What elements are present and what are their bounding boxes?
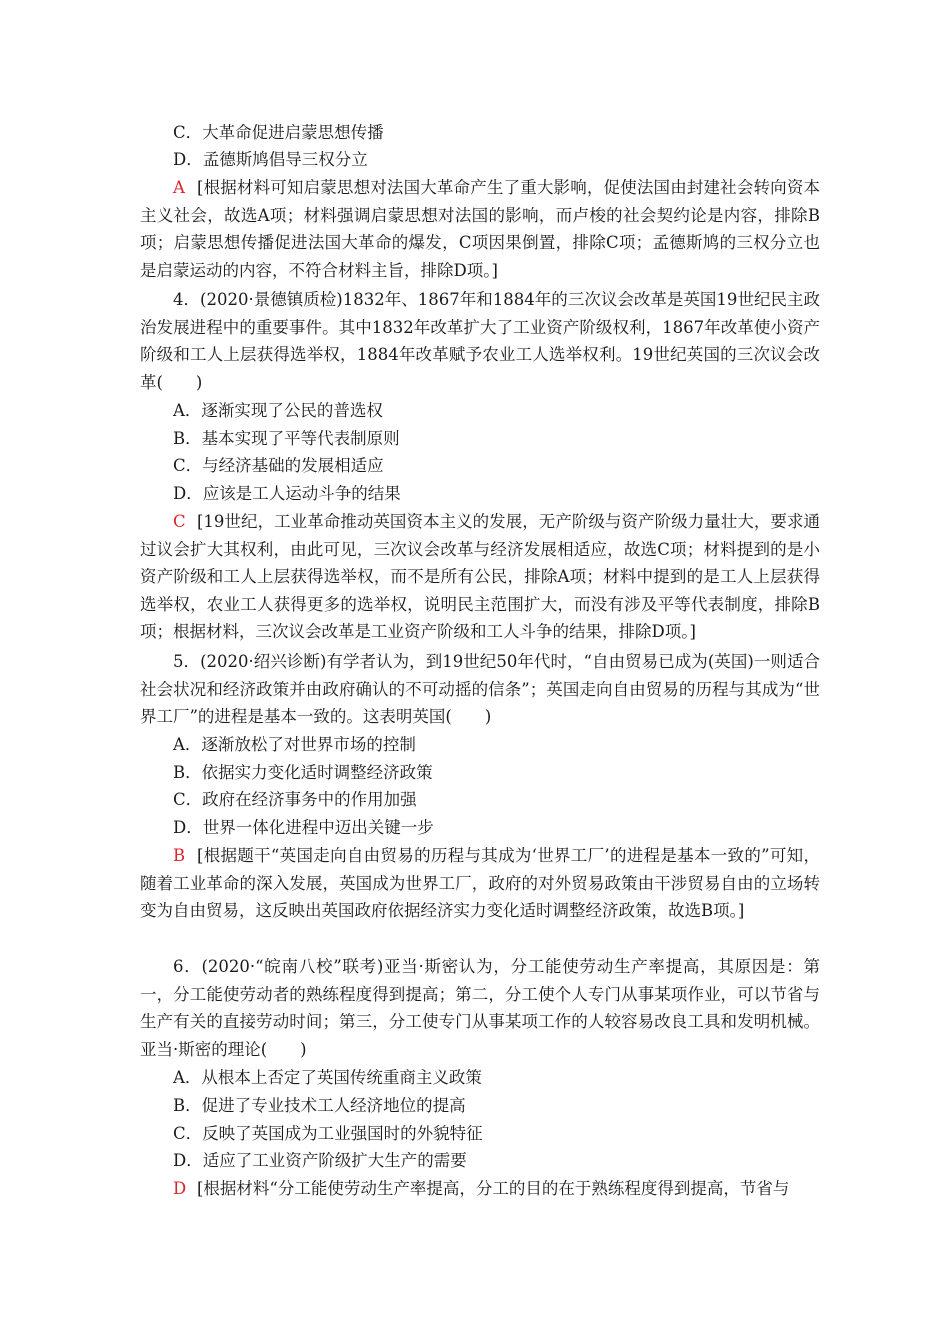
option-letter: D．	[173, 150, 203, 169]
option-letter: B．	[173, 429, 202, 448]
option-letter: C．	[173, 456, 203, 475]
q5-option-b	[173, 759, 433, 787]
answer-letter: B	[173, 846, 186, 865]
q4-option-b	[173, 425, 400, 453]
option-letter: C．	[173, 123, 203, 142]
q5-option-c	[173, 786, 417, 814]
option-text: 从根本上否定了英国传统重商主义政策	[201, 1068, 482, 1087]
q5-stem	[140, 648, 820, 731]
option-text: 政府在经济事务中的作用加强	[202, 790, 417, 809]
q4-option-d	[173, 480, 401, 508]
q3-option-c	[173, 119, 384, 147]
option-text: 逐渐放松了对世界市场的控制	[201, 735, 416, 754]
option-letter: A．	[173, 735, 202, 754]
option-text: 反映了英国成为工业强国时的外貌特征	[202, 1124, 483, 1143]
option-letter: A．	[173, 1068, 202, 1087]
q4-stem	[140, 286, 820, 396]
option-text: 世界一体化进程中迈出关键一步	[202, 818, 434, 837]
explanation-text: [根据材料“分工能使劳动生产率提高，分工的目的在于熟练程度得到提高，节省与	[197, 1179, 790, 1198]
explanation-text: [根据题干“英国走向自由贸易的历程与其成为‘世界工厂’的进程是基本一致的”可知，随着工业革命的深入发展，英国成为世界工厂，政府的对外贸易政策由干涉贸易自由的立场转变为自由贸易，这反映出英国政府依据经济实力变化适时调整经济政策，故选B项。]	[140, 846, 820, 920]
option-letter: D．	[173, 818, 203, 837]
explanation-text: [19世纪，工业革命推动英国资本主义的发展，无产阶级与资产阶级力量壮大，要求通过议会扩大其权利，由此可见，三次议会改革与经济发展相适应，故选C项；材料提到的是小资产阶级和工人上层获得选举权，而不是所有公民，排除A项；材料中提到的是工人上层获得选举权，农业工人获得更多的选举权，说明民主范围扩大，而没有涉及平等代表制度，排除B项；根据材料，三次议会改革是工业资产阶级和工人斗争的结果，排除D项。]	[140, 512, 820, 641]
option-letter: A．	[173, 401, 202, 420]
option-text: 应该是工人运动斗争的结果	[202, 484, 401, 503]
option-letter: C．	[173, 790, 203, 809]
option-text: 与经济基础的发展相适应	[202, 456, 384, 475]
option-letter: D．	[173, 484, 203, 503]
option-text: 依据实力变化适时调整经济政策	[201, 763, 433, 782]
q4-answer-explanation	[140, 508, 820, 646]
question-text: 5．(2020·绍兴诊断)有学者认为，到19世纪50年代时，“自由贸易已成为(英国)一则适合社会状况和经济政策并由政府确认的不可动摇的信条”；英国走向自由贸易的历程与其成为“世界工厂”的进程是基本一致的。这表明英国( )	[140, 652, 820, 726]
option-text: 逐渐实现了公民的普选权	[201, 401, 383, 420]
q6-option-c	[173, 1120, 483, 1148]
option-text: 大革命促进启蒙思想传播	[202, 123, 384, 142]
q6-stem	[140, 953, 820, 1063]
option-letter: B．	[173, 763, 202, 782]
answer-letter: A	[173, 178, 185, 197]
q4-option-a	[173, 397, 383, 425]
q5-answer-explanation	[140, 842, 820, 925]
question-text: 4．(2020·景德镇质检)1832年、1867年和1884年的三次议会改革是英国19世纪民主政治发展进程中的重要事件。其中1832年改革扩大了工业资产阶级权利，1867年改革使小资产阶级和工人上层获得选举权，1884年改革赋予农业工人选举权利。19世纪英国的三次议会改革( )	[140, 290, 820, 392]
q4-option-c	[173, 452, 384, 480]
option-letter: D．	[173, 1151, 203, 1170]
q6-answer-explanation	[140, 1175, 820, 1203]
q6-option-b	[173, 1092, 466, 1120]
option-text: 适应了工业资产阶级扩大生产的需要	[202, 1151, 467, 1170]
q6-option-d	[173, 1147, 467, 1175]
q5-option-d	[173, 814, 434, 842]
option-letter: C．	[173, 1124, 203, 1143]
q3-option-d	[173, 146, 368, 174]
q5-option-a	[173, 731, 416, 759]
option-text: 基本实现了平等代表制原则	[201, 429, 400, 448]
option-text: 孟德斯鸠倡导三权分立	[202, 150, 368, 169]
q6-option-a	[173, 1064, 482, 1092]
answer-letter: C	[173, 512, 186, 531]
q3-answer-explanation	[140, 174, 820, 284]
explanation-text: [根据材料可知启蒙思想对法国大革命产生了重大影响，促使法国由封建社会转向资本主义社会，故选A项；材料强调启蒙思想对法国的影响，而卢梭的社会契约论是内容，排除B项；启蒙思想传播促进法国大革命的爆发，C项因果倒置，排除C项；孟德斯鸠的三权分立也是启蒙运动的内容，不符合材料主旨，排除D项。]	[140, 178, 820, 280]
option-text: 促进了专业技术工人经济地位的提高	[201, 1096, 466, 1115]
answer-letter: D	[173, 1179, 187, 1198]
option-letter: B．	[173, 1096, 202, 1115]
question-text: 6．(2020·“皖南八校”联考)亚当·斯密认为，分工能使劳动生产率提高，其原因是：第一，分工能使劳动者的熟练程度得到提高；第二，分工使个人专门从事某项作业，可以节省与生产有关的直接劳动时间；第三，分工使专门从事某项工作的人较容易改良工具和发明机械。亚当·斯密的理论( )	[140, 957, 820, 1059]
